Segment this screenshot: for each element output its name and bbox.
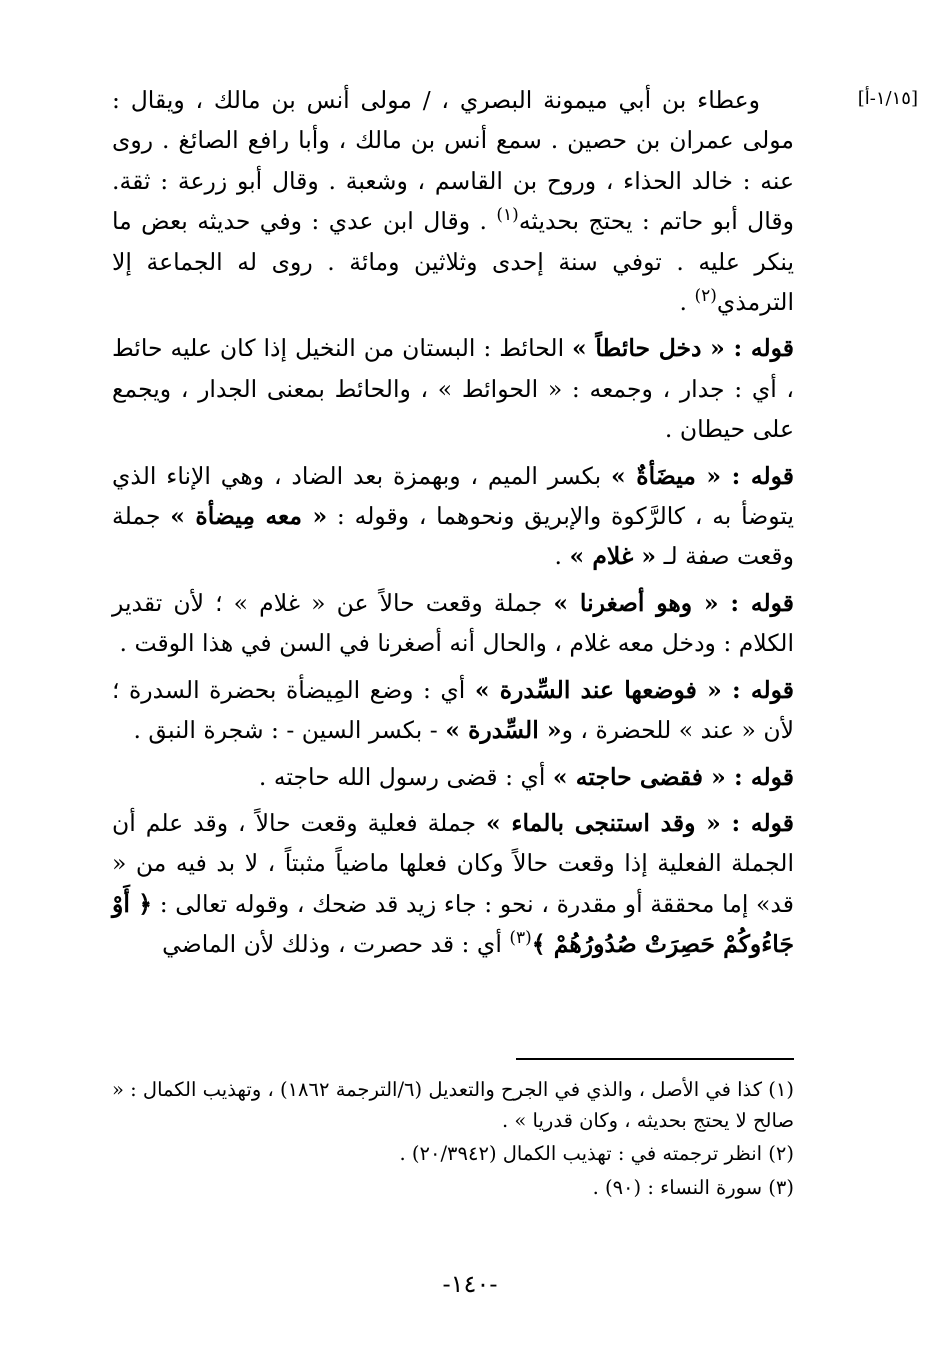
quoted-phrase: ﴿ أَوْ جَاءُوكُمْ حَصِرَتْ صُدُورُهُمْ ﴾ bbox=[112, 889, 794, 959]
body-text: أي : وضع المِيضأة بحضرة السدرة ؛ لأن « عند » للحضرة ، و bbox=[112, 675, 794, 745]
footnote-2: (٢) انظر ترجمته في : تهذيب الكمال (٢٠/٣٩٤٢) . bbox=[399, 1142, 794, 1166]
body-text: . وقال ابن عدي : وفي حديثه بعض ما ينكر عليه . توفي سنة إحدى وثلاثين ومائة . روى له الجماعة إلا الترمذي bbox=[112, 207, 794, 317]
footnote-separator bbox=[516, 1058, 794, 1060]
body-text: . bbox=[554, 542, 570, 571]
quoted-phrase: قوله : « وهو أصغرنا » bbox=[553, 588, 794, 617]
page-number: -١٤٠- bbox=[442, 1270, 498, 1298]
quoted-phrase: قوله : « فوضعها عند السِّدرة » bbox=[474, 675, 794, 704]
body-text: أي : قضى رسول الله حاجته . bbox=[258, 762, 553, 791]
body-text: بكسر الميم ، وبهمزة بعد الضاد ، وهي الإناء الذي يتوضأ به ، كالرَّكوة والإبريق ونحوهما ، وقوله : bbox=[112, 461, 795, 531]
footnote-marker: (٣) bbox=[509, 928, 532, 949]
body-text: - بكسر السين - : شجرة النبق . bbox=[133, 716, 446, 745]
body-text: أي : قد حصرت ، وذلك لأن الماضي bbox=[162, 930, 510, 959]
quoted-phrase: قوله : « وقد استنجى بالماء » bbox=[486, 808, 794, 837]
body-text: جملة وقعت صفة لـ bbox=[112, 502, 794, 571]
footnotes-section bbox=[112, 1074, 794, 1205]
body-text: جملة فعلية وقعت حالاً ، وقد علم أن الجملة الفعلية إذا وقعت حالاً وكان فعلها ماضياً مثبتاً ، لا بد فيه من « قد» إما محققة أو مقدرة ، نحو : جاء زيد قد ضحك ، وقوله تعالى : bbox=[112, 808, 794, 918]
margin-manuscript-reference: [١/١٥-أ] bbox=[857, 88, 918, 109]
quoted-phrase: قوله : « فقضى حاجته » bbox=[552, 762, 794, 791]
quoted-phrase: « السِّدرة » bbox=[445, 716, 562, 745]
body-text: جملة وقعت حالاً عن « غلام » ؛ لأن تقدير الكلام : ودخل معه غلام ، والحال أنه أصغرنا في السن في هذا الوقت . bbox=[112, 588, 794, 658]
paragraph-sidra bbox=[112, 670, 794, 751]
footnote-marker: (١) bbox=[496, 205, 519, 226]
quoted-phrase: « معه مِيضأة » bbox=[170, 502, 328, 531]
paragraph-bio bbox=[112, 80, 794, 322]
paragraph-istinja bbox=[112, 803, 794, 965]
paragraph-haitan bbox=[112, 328, 794, 449]
quoted-phrase: « غلام » bbox=[569, 542, 657, 571]
footnote-1: (١) كذا في الأصل ، والذي في الجرح والتعديل (٦/الترجمة ١٨٦٢) ، وتهذيب الكمال : « صالح لا يحتج بحديثه ، وكان قدريا » . bbox=[112, 1078, 794, 1133]
paragraph-asghar bbox=[112, 583, 794, 664]
footnote-marker: (٢) bbox=[694, 286, 717, 307]
body-text: . bbox=[679, 288, 695, 317]
footnote-3: (٣) سورة النساء : (٩٠) . bbox=[592, 1175, 794, 1199]
body-text: وعطاء بن أبي ميمونة البصري ، / مولى أنس بن مالك ، ويقال : مولى عمران بن حصين . سمع أنس بن مالك ، وأبا رافع الصائغ . روى عنه : خالد الحذاء ، وروح بن القاسم ، وشعبة . وقال أبو زرعة : ثقة. وقال أبو حاتم : يحتج بحديثه bbox=[112, 86, 794, 236]
main-text-body bbox=[112, 80, 794, 971]
quoted-phrase: قوله : « ميضَأةٌ » bbox=[611, 461, 794, 490]
quoted-phrase: قوله : « دخل حائطاً » bbox=[572, 334, 794, 363]
body-text: الحائط : البستان من النخيل إذا كان عليه حائط ، أي : جدار ، وجمعه : « الحوائط » ، والحائط بمعنى الجدار ، ويجمع على حيطان . bbox=[112, 334, 794, 444]
paragraph-midaa bbox=[112, 456, 794, 577]
paragraph-hajah bbox=[112, 757, 794, 797]
